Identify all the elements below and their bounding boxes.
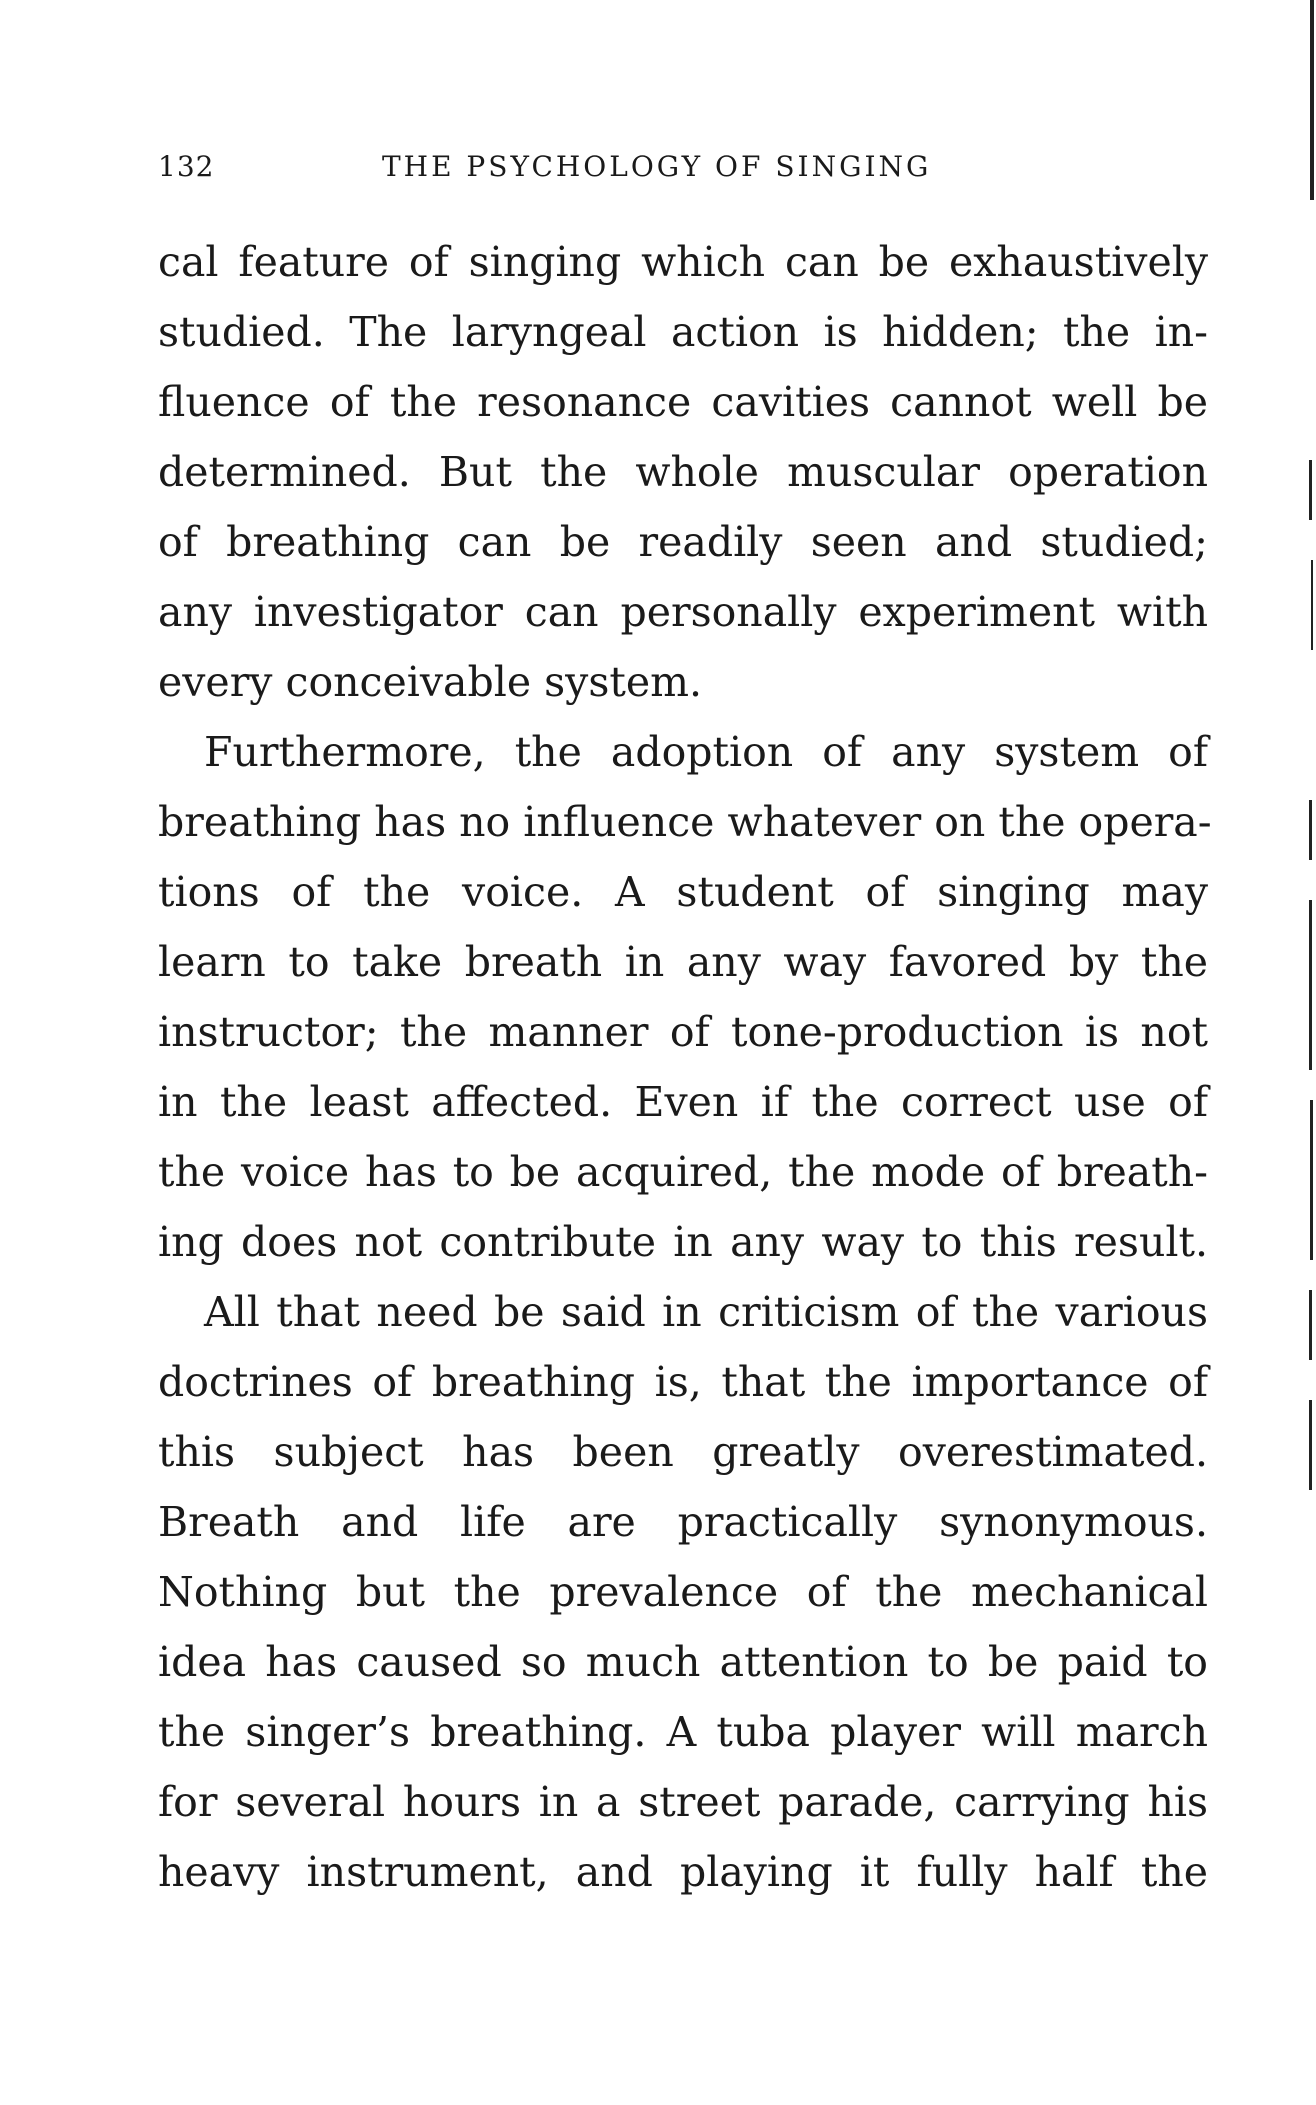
text-line: doctrines of breathing is, that the importance of: [158, 1358, 1208, 1406]
body-text: [158, 227, 1212, 1907]
text-line: every conceivable system.: [158, 658, 703, 706]
text-line: this subject has been greatly overestimated.: [158, 1428, 1208, 1476]
text-line: fluence of the resonance cavities cannot well be: [158, 378, 1208, 426]
text-line: heavy instrument, and playing it fully half the: [158, 1848, 1208, 1896]
text-line: ing does not contribute in any way to this result.: [158, 1218, 1208, 1266]
scan-edge-artifact: [1302, 0, 1316, 2105]
text-line: the voice has to be acquired, the mode of breath-: [158, 1148, 1208, 1196]
paragraph-start-line: All that need be said in criticism of the various: [204, 1288, 1208, 1336]
running-head: [158, 150, 1208, 190]
text-line: Breath and life are practically synonymous.: [158, 1498, 1208, 1546]
text-line: learn to take breath in any way favored by the: [158, 938, 1208, 986]
text-line: idea has caused so much attention to be paid to: [158, 1638, 1208, 1686]
text-line: determined. But the whole muscular operation: [158, 448, 1208, 496]
text-line: any investigator can personally experiment with: [158, 588, 1208, 636]
text-line: Nothing but the prevalence of the mechanical: [158, 1568, 1208, 1616]
book-title: THE PSYCHOLOGY OF SINGING: [382, 150, 932, 183]
text-line: cal feature of singing which can be exhaustively: [158, 238, 1208, 286]
text-line: the singer’s breathing. A tuba player will march: [158, 1708, 1208, 1756]
text-line: tions of the voice. A student of singing may: [158, 868, 1208, 916]
paragraph-start-line: Furthermore, the adoption of any system of: [204, 728, 1208, 776]
text-line: breathing has no influence whatever on the opera-: [158, 798, 1212, 846]
text-line: of breathing can be readily seen and studied;: [158, 518, 1208, 566]
text-line: in the least affected. Even if the correct use of: [158, 1078, 1208, 1126]
page-number: 132: [158, 150, 215, 183]
text-line: instructor; the manner of tone-production is not: [158, 1008, 1208, 1056]
text-line: for several hours in a street parade, carrying his: [158, 1778, 1208, 1826]
text-line: studied. The laryngeal action is hidden; the in-: [158, 308, 1208, 356]
